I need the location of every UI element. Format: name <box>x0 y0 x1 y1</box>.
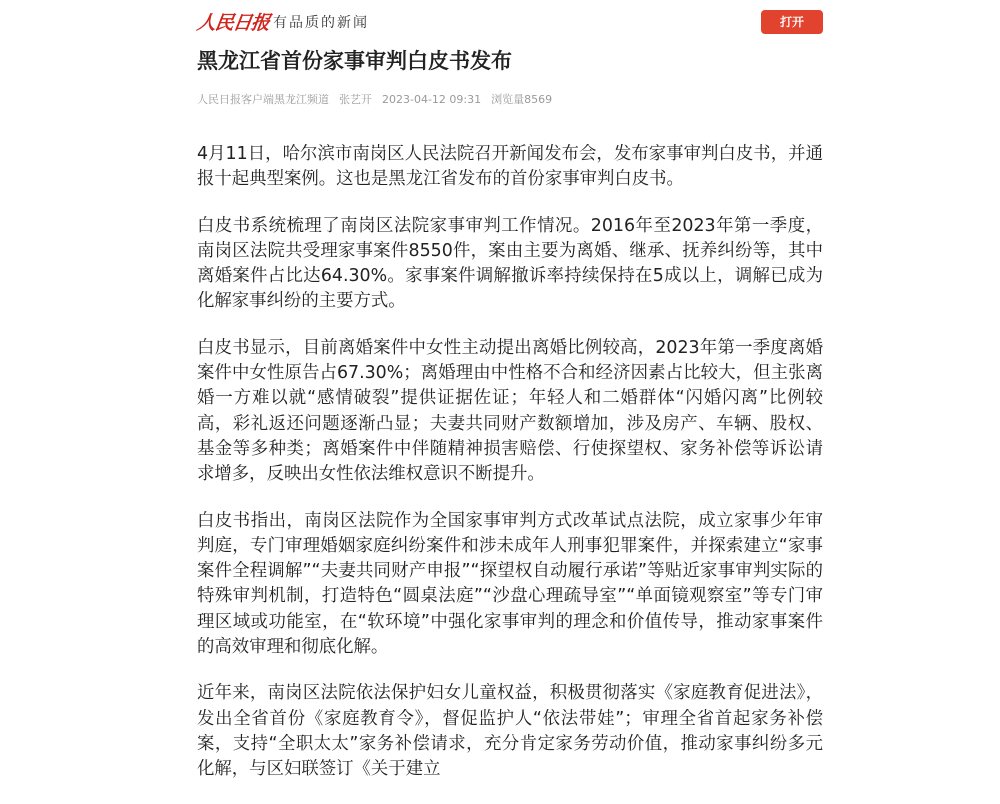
article-author: 张艺开 <box>339 93 372 106</box>
article-body <box>197 142 823 804</box>
article-paragraph: 4月11日，哈尔滨市南岗区人民法院召开新闻发布会，发布家事审判白皮书，并通报十起典型案例。这也是黑龙江省发布的首份家事审判白皮书。 <box>197 144 823 190</box>
app-header <box>197 8 823 38</box>
article-paragraph: 近年来，南岗区法院依法保护妇女儿童权益，积极贯彻落实《家庭教育促进法》，发出全省首份《家庭教育令》，督促监护人“依法带娃”；审理全省首起家务补偿案，支持“全职太太”家务补偿请求，充分肯定家务劳动价值，推动家事纠纷多元化解，与区妇联签订《关于建立 <box>197 683 823 780</box>
article-paragraph: 白皮书指出，南岗区法院作为全国家事审判方式改革试点法院，成立家事少年审判庭，专门审理婚姻家庭纠纷案件和涉未成年人刑事犯罪案件，并探索建立“家事案件全程调解”“夫妻共同财产申报”“探望权自动履行承诺”等贴近家事审判实际的特殊审判机制，打造特色“圆桌法庭”“沙盘心理疏导室”“单面镜观察室”等专门审理区域或功能室，在“软环境”中强化家事审判的理念和价值传导，推动家事案件的高效审理和彻底化解。 <box>197 510 823 658</box>
article-title: 黑龙江省首份家事审判白皮书发布 <box>197 49 512 73</box>
article-meta <box>197 92 562 108</box>
article-paragraph: 白皮书显示，目前离婚案件中女性主动提出离婚比例较高，2023年第一季度离婚案件中女性原告占67.30%；离婚理由中性格不合和经济因素占比较大，但主张离婚一方难以就“感情破裂”提供证据佐证；年轻人和二婚群体“闪婚闪离”比例较高，彩礼返还问题逐渐凸显；夫妻共同财产数额增加，涉及房产、车辆、股权、基金等多种类；离婚案件中伴随精神损害赔偿、行使探望权、家务补偿等诉讼请求增多，反映出女性依法维权意识不断提升。 <box>197 337 823 485</box>
people-daily-logo[interactable]: 人民日报 <box>195 12 271 34</box>
open-app-button[interactable]: 打开 <box>761 10 823 34</box>
article-paragraph: 白皮书系统梳理了南岗区法院家事审判工作情况。2016年至2023年第一季度，南岗区法院共受理家事案件8550件，案由主要为离婚、继承、抚养纠纷等，其中离婚案件占比达64.30%。家事案件调解撤诉率持续保持在5成以上，调解已成为化解家事纠纷的主要方式。 <box>197 215 823 312</box>
slogan: 有品质的新闻 <box>273 15 369 31</box>
article-datetime: 2023-04-12 09:31 <box>382 93 482 106</box>
article-source: 人民日报客户端黑龙江频道 <box>197 93 329 106</box>
article-views: 浏览量8569 <box>491 93 553 106</box>
